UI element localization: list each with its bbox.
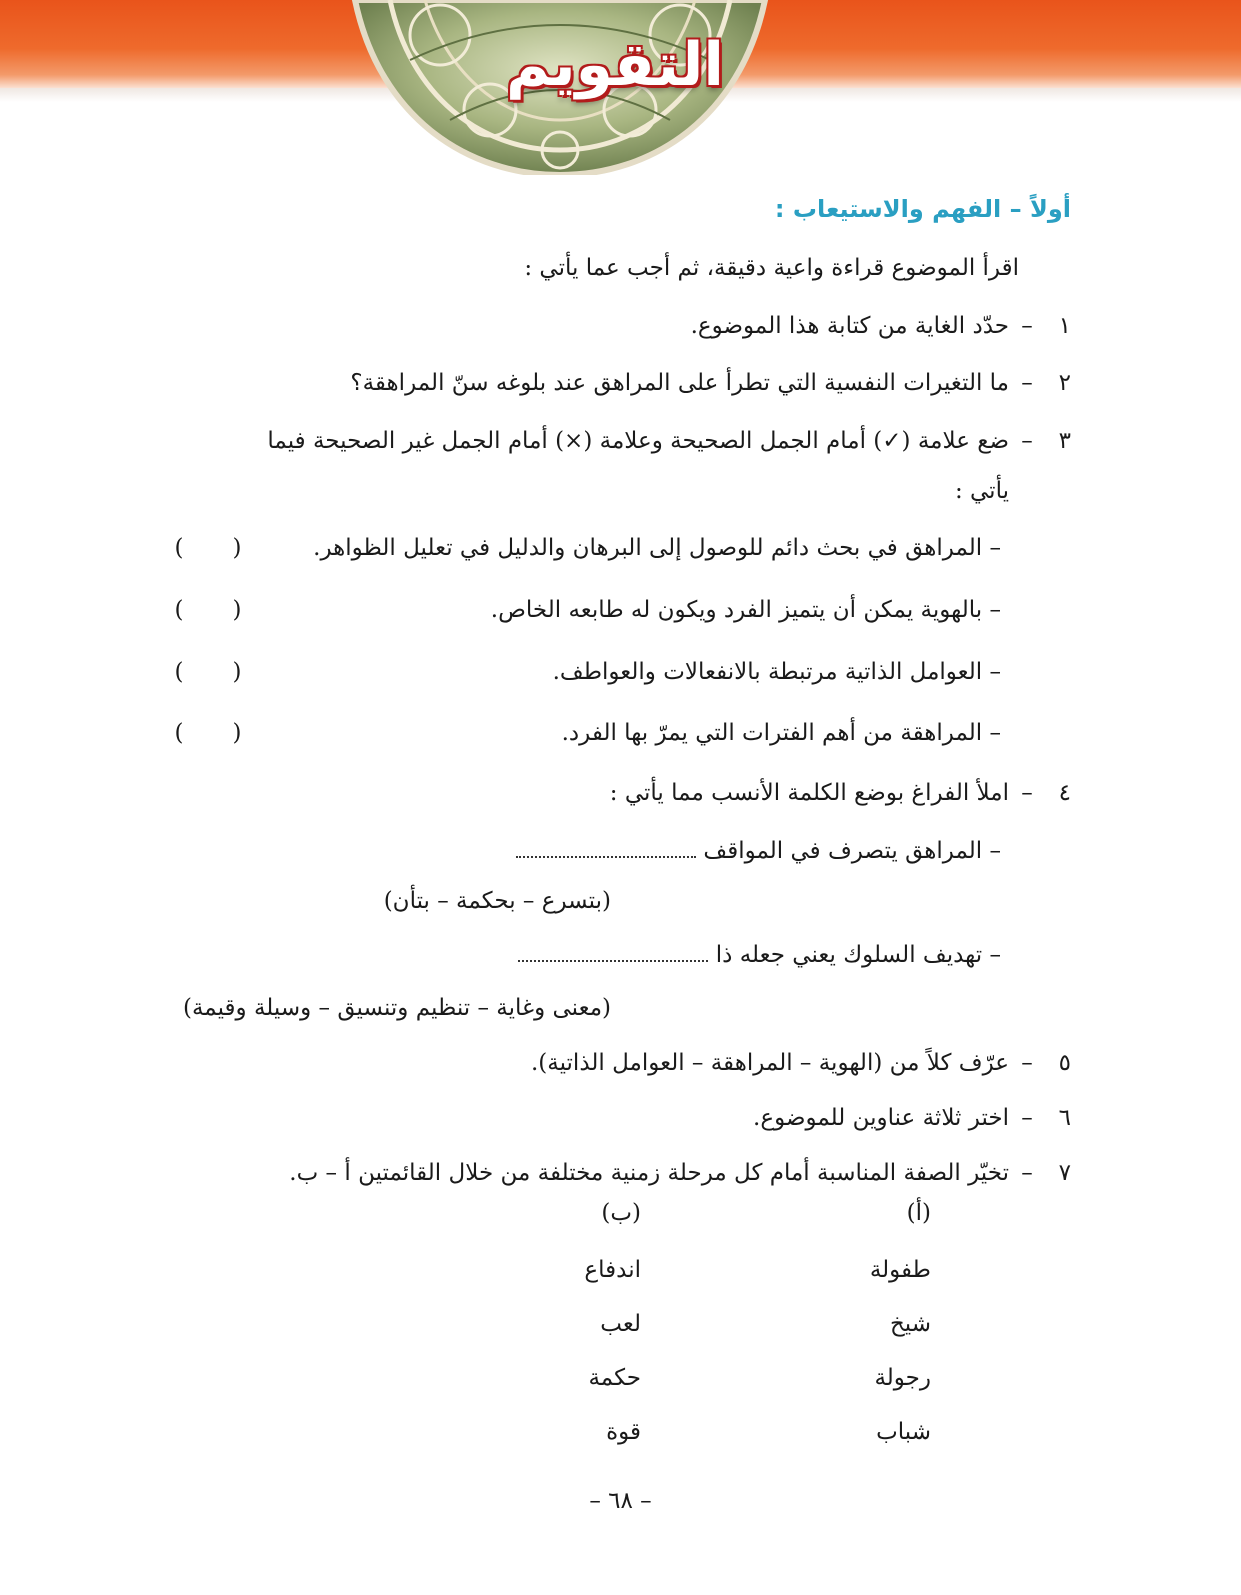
column-b-header: (ب) [601,1200,641,1226]
question-3: ٣–ضع علامة (✓) أمام الجمل الصحيحة وعلامة (×) أمام الجمل غير الصحيحة فيما [267,428,1071,454]
list-item[interactable]: قوة [606,1419,641,1445]
page-title: التقويم [506,30,724,100]
true-false-item-3: – العوامل الذاتية مرتبطة بالانفعالات والعواطف. [552,659,1001,685]
question-number: ٧ [1058,1160,1071,1186]
intro-text: اقرأ الموضوع قراءة واعية دقيقة، ثم أجب عما يأتي : [524,255,1019,281]
true-false-item-1: – المراهق في بحث دائم للوصول إلى البرهان والدليل في تعليل الظواهر. [313,535,1001,561]
word-options-2: (معنى وغاية – تنظيم وتنسيق – وسيلة وقيمة) [182,995,611,1021]
fill-blank-item-1: – المراهق يتصرف في المواقف [516,838,1001,864]
list-item[interactable]: حكمة [588,1365,641,1391]
question-number: ٢ [1058,370,1071,396]
true-false-item-4: – المراهقة من أهم الفترات التي يمرّ بها الفرد. [561,720,1001,746]
question-1: ١–حدّد الغاية من كتابة هذا الموضوع. [690,313,1071,339]
question-3-line-2: يأتي : [954,478,1009,504]
list-item[interactable]: اندفاع [584,1257,641,1283]
fill-blank-line-1[interactable] [516,855,696,858]
question-text: اختر ثلاثة عناوين للموضوع. [753,1105,1009,1131]
column-a-header: (أ) [906,1200,931,1226]
question-text: املأ الفراغ بوضع الكلمة الأنسب مما يأتي : [609,780,1009,806]
question-text: عرّف كلاً من (الهوية – المراهقة – العوامل الذاتية). [530,1050,1009,1076]
question-number: ٣ [1058,428,1071,454]
answer-parentheses-1[interactable]: ( ) [174,535,242,561]
list-item[interactable]: شباب [876,1419,931,1445]
question-text: ما التغيرات النفسية التي تطرأ على المراهق عند بلوغه سنّ المراهقة؟ [350,370,1009,396]
answer-parentheses-2[interactable]: ( ) [174,597,242,623]
answer-parentheses-4[interactable]: ( ) [174,720,242,746]
question-number: ٤ [1058,780,1071,806]
question-6: ٦–اختر ثلاثة عناوين للموضوع. [753,1105,1071,1131]
page-number: – ٦٨ – [589,1488,652,1514]
question-text: حدّد الغاية من كتابة هذا الموضوع. [690,313,1009,339]
list-item[interactable]: طفولة [869,1257,931,1283]
list-item[interactable]: لعب [600,1311,641,1337]
question-number: ٥ [1058,1050,1071,1076]
question-number: ١ [1058,313,1071,339]
question-4: ٤–املأ الفراغ بوضع الكلمة الأنسب مما يأتي : [609,780,1071,806]
question-5: ٥–عرّف كلاً من (الهوية – المراهقة – العوامل الذاتية). [530,1050,1071,1076]
question-7: ٧–تخيّر الصفة المناسبة أمام كل مرحلة زمنية مختلفة من خلال القائمتين أ – ب. [289,1160,1071,1186]
word-options-1: (بتسرع – بحكمة – بتأن) [383,888,611,914]
question-text: ضع علامة (✓) أمام الجمل الصحيحة وعلامة (×) أمام الجمل غير الصحيحة فيما [267,428,1009,454]
answer-parentheses-3[interactable]: ( ) [174,659,242,685]
question-text: تخيّر الصفة المناسبة أمام كل مرحلة زمنية مختلفة من خلال القائمتين أ – ب. [289,1160,1009,1186]
fill-blank-line-2[interactable] [518,959,708,962]
section-title: أولاً – الفهم والاستيعاب : [774,195,1071,223]
list-item[interactable]: رجولة [874,1365,931,1391]
true-false-item-2: – بالهوية يمكن أن يتميز الفرد ويكون له طابعه الخاص. [490,597,1001,623]
fill-blank-item-2: – تهديف السلوك يعني جعله ذا [518,942,1001,968]
column-b-list [584,1243,641,1459]
column-a-list [870,1243,931,1459]
question-2: ٢–ما التغيرات النفسية التي تطرأ على المراهق عند بلوغه سنّ المراهقة؟ [350,370,1071,396]
list-item[interactable]: شيخ [889,1311,931,1337]
question-number: ٦ [1058,1105,1071,1131]
